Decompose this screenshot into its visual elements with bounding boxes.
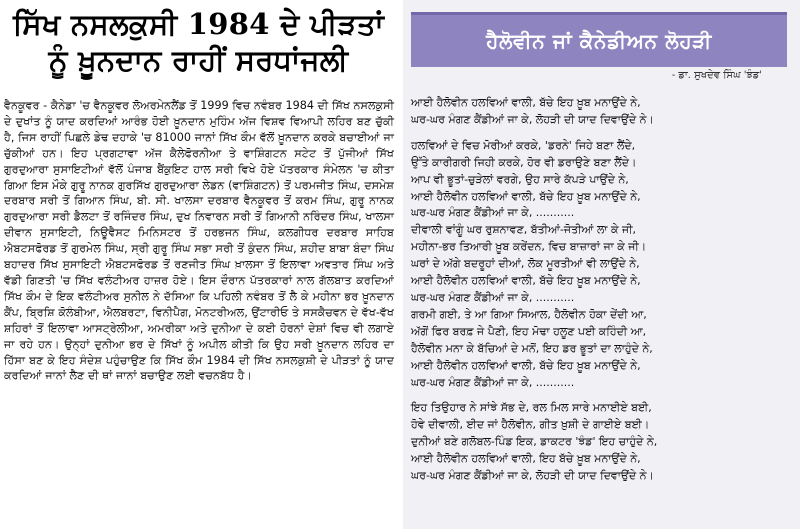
poem-line: ਘਰ-ਘਰ ਮੰਗਣ ਕੈਂਡੀਆਂ ਜਾ ਕੇ, ........... bbox=[411, 375, 575, 389]
headline-line-2: ਨੂੰ ਖ਼ੂਨਦਾਨ ਰਾਹੀਂ ਸਰਧਾਂਜਲੀ bbox=[48, 43, 349, 77]
poem-title: ਹੈਲੋਵੀਨ ਜਾਂ ਕੈਨੇਡੀਅਨ ਲੋਹੜੀ bbox=[486, 29, 712, 53]
poem-byline: - ਡਾ. ਸੁਖਦੇਵ ਸਿੰਘ 'ਝੰਡ' bbox=[671, 70, 762, 81]
poem-column bbox=[403, 0, 800, 529]
poem-line: ਇਹ ਤਿਉਹਾਰ ਨੇ ਸਾਂਝੇ ਸੱਭ ਦੇ, ਰਲ ਮਿਲ ਸਾਰੇ ਮਨਾਈਏ ਬਈ, bbox=[411, 401, 652, 415]
poem-line: ਆਈ ਹੈਲੋਵੀਨ ਹਲਵਿਆਂ ਵਾਲੀ, ਇਹ ਬੱਚੇ ਖ਼ੂਬ ਮਨਾਉਂਦੇ ਨੇ, bbox=[411, 452, 641, 466]
poem-stanza-3 bbox=[411, 400, 795, 485]
poem-line: ਦੀਵਾਲੀ ਵਾਂਗੂੰ ਘਰ ਰੁਸ਼ਨਾਵਣ, ਬੱਤੀਆਂ-ਜੋਤੀਆਂ ਲਾ ਕੇ ਜੀ, bbox=[411, 223, 637, 237]
poem-line: ਆਈ ਹੈਲੋਵੀਨ ਹਲਵਿਆਂ ਵਾਲੀ, ਬੱਚੇ ਇਹ ਖ਼ੂਬ ਮਨਾਉਂਦੇ ਨੇ, bbox=[411, 274, 641, 288]
poem-stanza-2 bbox=[411, 138, 795, 392]
poem-line: ਘਰਾਂ ਦੇ ਅੱਗੇ ਬਦਰੂਹਾਂ ਦੀਆਂ, ਲੋਕ ਮੂਰਤੀਆਂ ਵੀ ਲਾਉਂਦੇ ਨੇ, bbox=[411, 257, 640, 271]
poem-line: ਘਰ-ਘਰ ਮੰਗਣ ਕੈਂਡੀਆਂ ਜਾ ਕੇ, ਲੋਹੜੀ ਦੀ ਯਾਦ ਦਿਵਾਉਂਦੇ ਨੇ। bbox=[411, 112, 654, 126]
poem-line: ਮਹੀਨਾ-ਭਰ ਤਿਆਰੀ ਖ਼ੂਬ ਕਰੇਂਦਨ, ਵਿਚ ਬਾਜ਼ਾਰਾਂ ਜਾ ਕੇ ਜੀ। bbox=[411, 240, 647, 254]
article-body bbox=[4, 98, 394, 384]
poem-line: ਘਰ-ਘਰ ਮੰਗਣ ਕੈਂਡੀਆਂ ਜਾ ਕੇ, ਲੋਹੜੀ ਦੀ ਯਾਦ ਦਿਵਾਉਂਦੇ ਨੇ। bbox=[411, 469, 654, 483]
headline-line-1: ਸਿੱਖ ਨਸਲਕੁਸੀ 1984 ਦੇ ਪੀੜਤਾਂ bbox=[12, 7, 385, 41]
poem-line: ਹੋਵੇ ਦੀਵਾਲੀ, ਈਦ ਜਾਂ ਹੈਲੋਵੀਨ, ਗੀਤ ਖ਼ੁਸ਼ੀ ਦੇ ਗਾਈਏ ਬਈ। bbox=[411, 418, 650, 432]
poem-line: ਗਰਮੀ ਗਈ, ਤੇ ਆ ਗਿਆ ਸਿਆਲ, ਹੈਲੋਵੀਨ ਹੋਕਾ ਦੇਂਦੀ ਆ, bbox=[411, 307, 647, 321]
poem-line: ਘਰ-ਘਰ ਮੰਗਣ ਕੈਂਡੀਆਂ ਜਾ ਕੇ, ........... bbox=[411, 290, 575, 304]
poem-line: ਅੱਗੋਂ ਫਿਰ ਬਰਫ਼ ਜੇ ਪੈਣੀ, ਇਹ ਮੋਢਾ ਹਲੂਣ ਪਈ ਕਹਿੰਦੀ ਆ, bbox=[411, 324, 647, 338]
poem-line: ਆਪ ਵੀ ਭੂਤਾਂ-ਚੁੜੇਲਾਂ ਵਰਗੇ, ਉਹ ਸਾਰੇ ਕੱਪੜੇ ਪਾਉਂਦੇ ਨੇ, bbox=[411, 172, 629, 186]
poem-line: ਆਈ ਹੈਲੋਵੀਨ ਹਲਵਿਆਂ ਵਾਲੀ, ਬੱਚੇ ਇਹ ਖ਼ੂਬ ਮਨਾਉਂਦੇ ਨੇ, bbox=[411, 96, 641, 109]
poem-title-banner bbox=[411, 12, 787, 67]
poem-line: ਆਈ ਹੈਲੋਵੀਨ ਹਲਵਿਆਂ ਵਾਲੀ, ਬੱਚੇ ਇਹ ਖ਼ੂਬ ਮਨਾਉਂਦੇ ਨੇ, bbox=[411, 358, 641, 372]
poem-line: ਘਰ-ਘਰ ਮੰਗਣ ਕੈਂਡੀਆਂ ਜਾ ਕੇ, ........... bbox=[411, 206, 575, 220]
poem-body bbox=[411, 95, 795, 494]
poem-line: ਆਈ ਹੈਲੋਵੀਨ ਹਲਵਿਆਂ ਵਾਲੀ, ਬੱਚੇ ਇਹ ਖ਼ੂਬ ਮਨਾਉਂਦੇ ਨੇ, bbox=[411, 189, 641, 203]
poem-line: ਹਲਵਿਆਂ ਦੇ ਵਿਚ ਮੋਰੀਆਂ ਕਰਕੇ, 'ਡਰਨੇ' ਜਿਹੇ ਬਣਾ ਲੈਂਦੇ, bbox=[411, 138, 636, 152]
poem-line: ਦੁਨੀਆਂ ਬਣੇ ਗਲੋਬਲ-ਪਿੰਡ ਇਕ, ਡਾਕਟਰ 'ਝੰਡ' ਇਹ ਚਾਹੁੰਦੇ ਨੇ, bbox=[411, 435, 658, 449]
article-paragraph: ਵੈਨਕੂਵਰ - ਕੈਨੇਡਾ 'ਚ ਵੈਨਕੂਵਰ ਲੋਅਰਮੇਨਲੈਂਡ ਤੋਂ 1999 ਵਿਚ ਨਵੰਬਰ 1984 ਦੀ ਸਿੱਖ ਨਸਲਕੁਸੀ ਦੇ ਦੁਖਾਂਤ ਨੂੰ ਯਾਦ ਕਰਦਿਆਂ ਆਰੰਭ ਹੋਈ ਖ਼ੂਨਦਾਨ ਮੁਹਿੰਮ ਅੱਜ ਵਿਸ਼ਵ ਵਿਆਪੀ ਲਹਿਰ ਬਣ ਚੁੱਕੀ ਹੈ, ਜਿਸ ਰਾਹੀਂ ਪਿਛਲੇ ਡੇਢ ਦਹਾਕੇ 'ਚ 81000 ਜਾਨਾਂ ਸਿੱਖ ਕੌਮ ਵੱਲੋਂ ਖ਼ੂਨਦਾਨ ਕਰਕੇ ਬਚਾਈਆਂ ਜਾ ਚੁੱਕੀਆਂ ਹਨ। ਇਹ ਪ੍ਰਗਟਾਵਾ ਅੱਜ ਕੈਲੇਫੋਰਨੀਆ ਤੇ ਵਾਸ਼ਿੰਗਟਨ ਸਟੇਟ ਤੋਂ ਪੁੱਜੀਆਂ ਸਿੱਖ ਗੁਰਦੁਆਰਾ ਸੁਸਾਇਟੀਆਂ ਵੱਲੋਂ ਪੰਜਾਬ ਬੈਂਕੁਇਟ ਹਾਲ ਸਰੀ ਵਿਖੇ ਹੋਏ ਪੱਤਰਕਾਰ ਸੰਮੇਲਨ 'ਚ ਕੀਤਾ ਗਿਆ ਇਸ ਮੌਕੇ ਗੁਰੂ ਨਾਨਕ ਗੁਰਸਿੱਖ ਗੁਰਦੁਆਰਾ ਲੇਡਨ (ਵਾਸ਼ਿੰਗਟਨ) ਤੋਂ ਪਰਮਜੀਤ ਸਿੰਘ, ਦਸਮੇਸ਼ ਦਰਬਾਰ ਸਰੀ ਤੋਂ ਗਿਆਨ ਸਿੰਘ, ਬੀ. ਸੀ. ਖਾਲਸਾ ਦਰਬਾਰ ਵੈਨਕੂਵਰ ਤੋਂ ਕਰਮ ਸਿੰਘ, ਗੁਰੂ ਨਾਨਕ ਗੁਰਦੁਆਰਾ ਸਰੀ ਡੈਲਟਾ ਤੋਂ ਰਜਿੰਦਰ ਸਿੰਘ, ਦੁਖ ਨਿਵਾਰਨ ਸਰੀ ਤੋਂ ਗਿਆਨੀ ਨਰਿੰਦਰ ਸਿੰਘ, ਖਾਲਸਾ ਦੀਵਾਨ ਸੁਸਾਇਟੀ, ਨਿਊਵੈਸਟ ਮਿਨਿਸਟਰ ਤੋਂ ਹਰਭਜਨ ਸਿੰਘ, ਕਲਗੀਧਰ ਦਰਬਾਰ ਸਾਹਿਬ ਐਬਟਸਫੋਰਡ ਤੋਂ ਗੁਰਮੇਲ ਸਿੰਘ, ਸ੍ਰੀ ਗੁਰੂ ਸਿੰਘ ਸਭਾ ਸਰੀ ਤੋਂ ਕੁੰਦਨ ਸਿੰਘ, ਸ਼ਹੀਦ ਬਾਬਾ ਬੰਦਾ ਸਿੰਘ ਬਹਾਦਰ ਸਿੱਖ ਸੁਸਾਇਟੀ ਐਬਟਸਫੋਰਡ ਤੋਂ ਰਣਜੀਤ ਸਿੰਘ ਖ਼ਾਲਸਾ ਤੋਂ ਇਲਾਵਾ ਅਵਤਾਰ ਸਿੰਘ ਅਤੇ ਵੱਡੀ ਗਿਣਤੀ 'ਚ ਸਿੱਖ ਵਲੰਟੀਅਰ ਹਾਜ਼ਰ ਹੋਏ। ਇਸ ਦੌਰਾਨ ਪੱਤਰਕਾਰਾਂ ਨਾਲ ਗੱਲਬਾਤ ਕਰਦਿਆਂ ਸਿੱਖ ਕੌਮ ਦੇ ਇਕ ਵਲੰਟੀਅਰ ਸੁਨੀਲ ਨੇ ਦੱਸਿਆ ਕਿ ਪਹਿਲੀ ਨਵੰਬਰ ਤੋਂ ਲੈ ਕੇ ਮਹੀਨਾ ਭਰ ਖ਼ੂਨਦਾਨ ਕੈਂਪ, ਬ੍ਰਿਸ਼ਿ ਕੋਲੰਬੀਆ, ਐਲਬਰਟਾ, ਵਿਨੀਪੈਗ, ਮੋਨਟਰੀਅਲ, ਉਂਟਾਰੀਓ ਤੇ ਸਸਕੈਚਵਨ ਦੇ ਵੱਖ-ਵੱਖ ਸ਼ਹਿਰਾਂ ਤੋਂ ਇਲਾਵਾ ਆਸਟ੍ਰੇਲੀਆ, ਅਮਰੀਕਾ ਅਤੇ ਦੁਨੀਆ ਦੇ ਕਈ ਹੋਰਨਾਂ ਦੇਸ਼ਾਂ ਵਿਚ ਵੀ ਲਗਾਏ ਜਾ ਰਹੇ ਹਨ। ਉਨ੍ਹਾਂ ਦੁਨੀਆ ਭਰ ਦੇ ਸਿੱਖਾਂ ਨੂੰ ਅਪੀਲ ਕੀਤੀ ਕਿ ਉਹ ਸਰੀ ਖ਼ੂਨਦਾਨ ਲਹਿਰ ਦਾ ਹਿੱਸਾ ਬਣ ਕੇ ਇਹ ਸੰਦੇਸ਼ ਪਹੁੰਚਾਉਣ ਕਿ ਸਿੱਖ ਕੌਮ 1984 ਦੀ ਸਿੱਖ ਨਸਲਕੁਸ਼ੀ ਦੇ ਪੀੜਤਾਂ ਨੂੰ ਯਾਦ ਕਰਦਿਆਂ ਜਾਨਾਂ ਲੈਣ ਦੀ ਥਾਂ ਜਾਨਾਂ ਬਚਾਉਣ ਲਈ ਵਚਨਬੱਧ ਹੈ। bbox=[4, 99, 395, 383]
poem-line: ਹੈਲੋਵੀਨ ਮਨਾ ਕੇ ਬੱਚਿਆਂ ਦੇ ਮਨੋਂ, ਇਹ ਡਰ ਭੂਤਾਂ ਦਾ ਲਾਹੁੰਦੇ ਨੇ, bbox=[411, 341, 653, 355]
news-article bbox=[0, 0, 397, 529]
poem-stanza-1 bbox=[411, 95, 795, 129]
poem-line: ਉੱਤੇ ਕਾਰੀਗਰੀ ਜਿਹੀ ਕਰਕੇ, ਹੋਰ ਵੀ ਡਰਾਉਣੇ ਬਣਾ ਲੈਂਦੇ। bbox=[411, 155, 637, 169]
article-headline bbox=[0, 0, 397, 78]
